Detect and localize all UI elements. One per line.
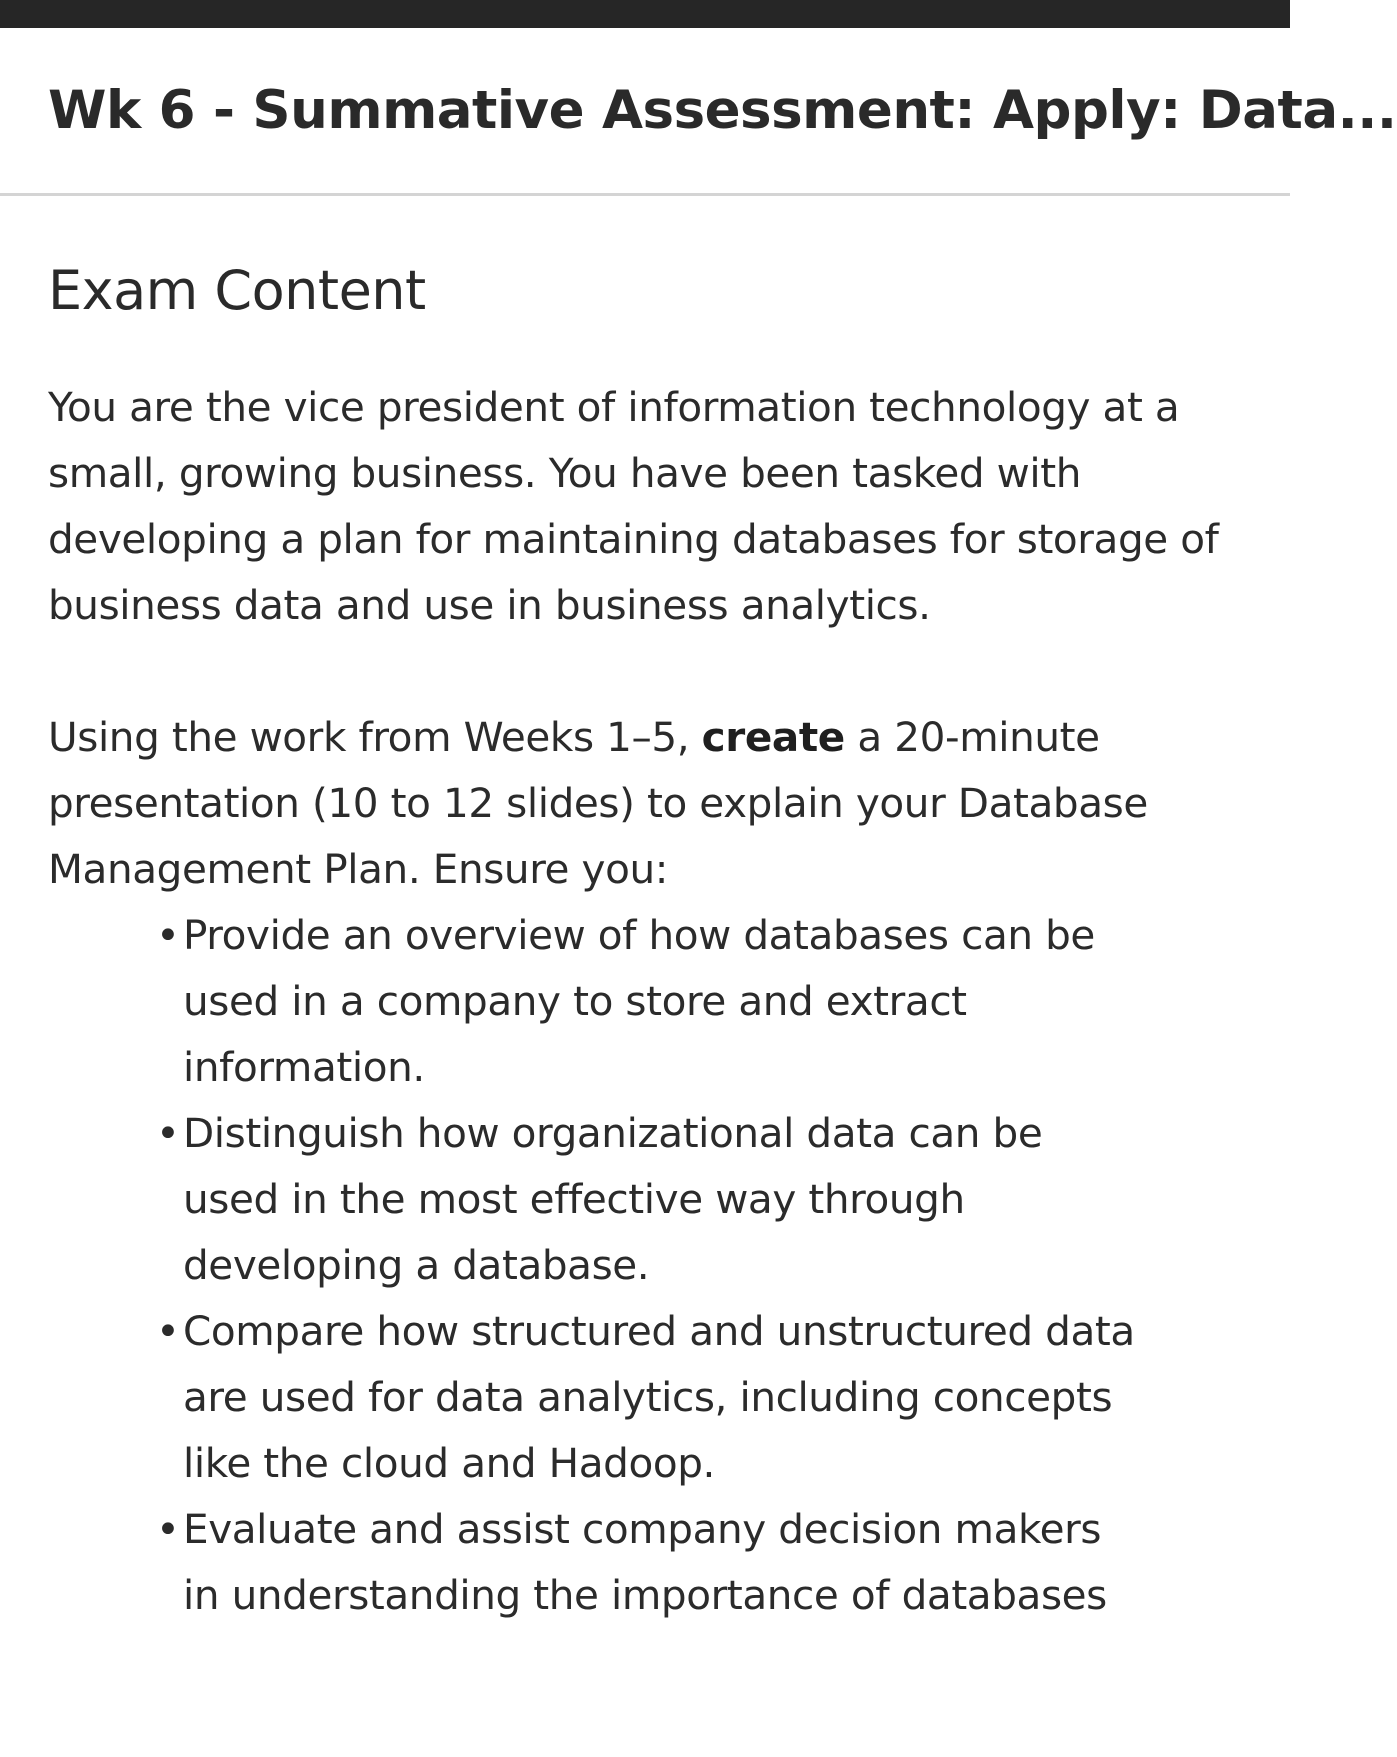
bullet-icon: • (156, 911, 180, 959)
list-item-text: Evaluate and assist company decision makers in understanding the importance of databases (183, 1505, 1107, 1619)
bullet-icon: • (156, 1109, 180, 1157)
requirements-list (48, 902, 1148, 1628)
status-bar (0, 0, 1290, 28)
list-item (158, 1496, 1148, 1628)
list-item (158, 902, 1148, 1100)
bullet-icon: • (156, 1505, 180, 1553)
page-header (0, 28, 1397, 196)
instructions-emphasis: create (701, 713, 845, 761)
scenario-paragraph: You are the vice president of information technology at a small, growing business. You have been tasked with developing a plan for maintaining databases for storage of business data and use in business analytics. (48, 383, 1219, 629)
instructions-paragraph (48, 704, 1243, 902)
list-item-text: Provide an overview of how databases can be used in a company to store and extract information. (183, 911, 1095, 1091)
list-item-text: Distinguish how organizational data can be used in the most effective way through developing a database. (183, 1109, 1043, 1289)
bullet-icon: • (156, 1307, 180, 1355)
list-item (158, 1100, 1148, 1298)
list-item-text: Compare how structured and unstructured data are used for data analytics, including concepts like the cloud and Hadoop. (183, 1307, 1135, 1487)
page-title: Wk 6 - Summative Assessment: Apply: Data... (48, 80, 1397, 141)
list-item (158, 1298, 1148, 1496)
exam-content[interactable] (48, 196, 1243, 1619)
section-heading: Exam Content (48, 259, 426, 322)
instructions-text-end: a 20-minute presentation (10 to 12 slides) to explain your Database Management Plan. Ensure you: (48, 713, 1148, 893)
instructions-text-start: Using the work from Weeks 1–5, (48, 713, 702, 761)
